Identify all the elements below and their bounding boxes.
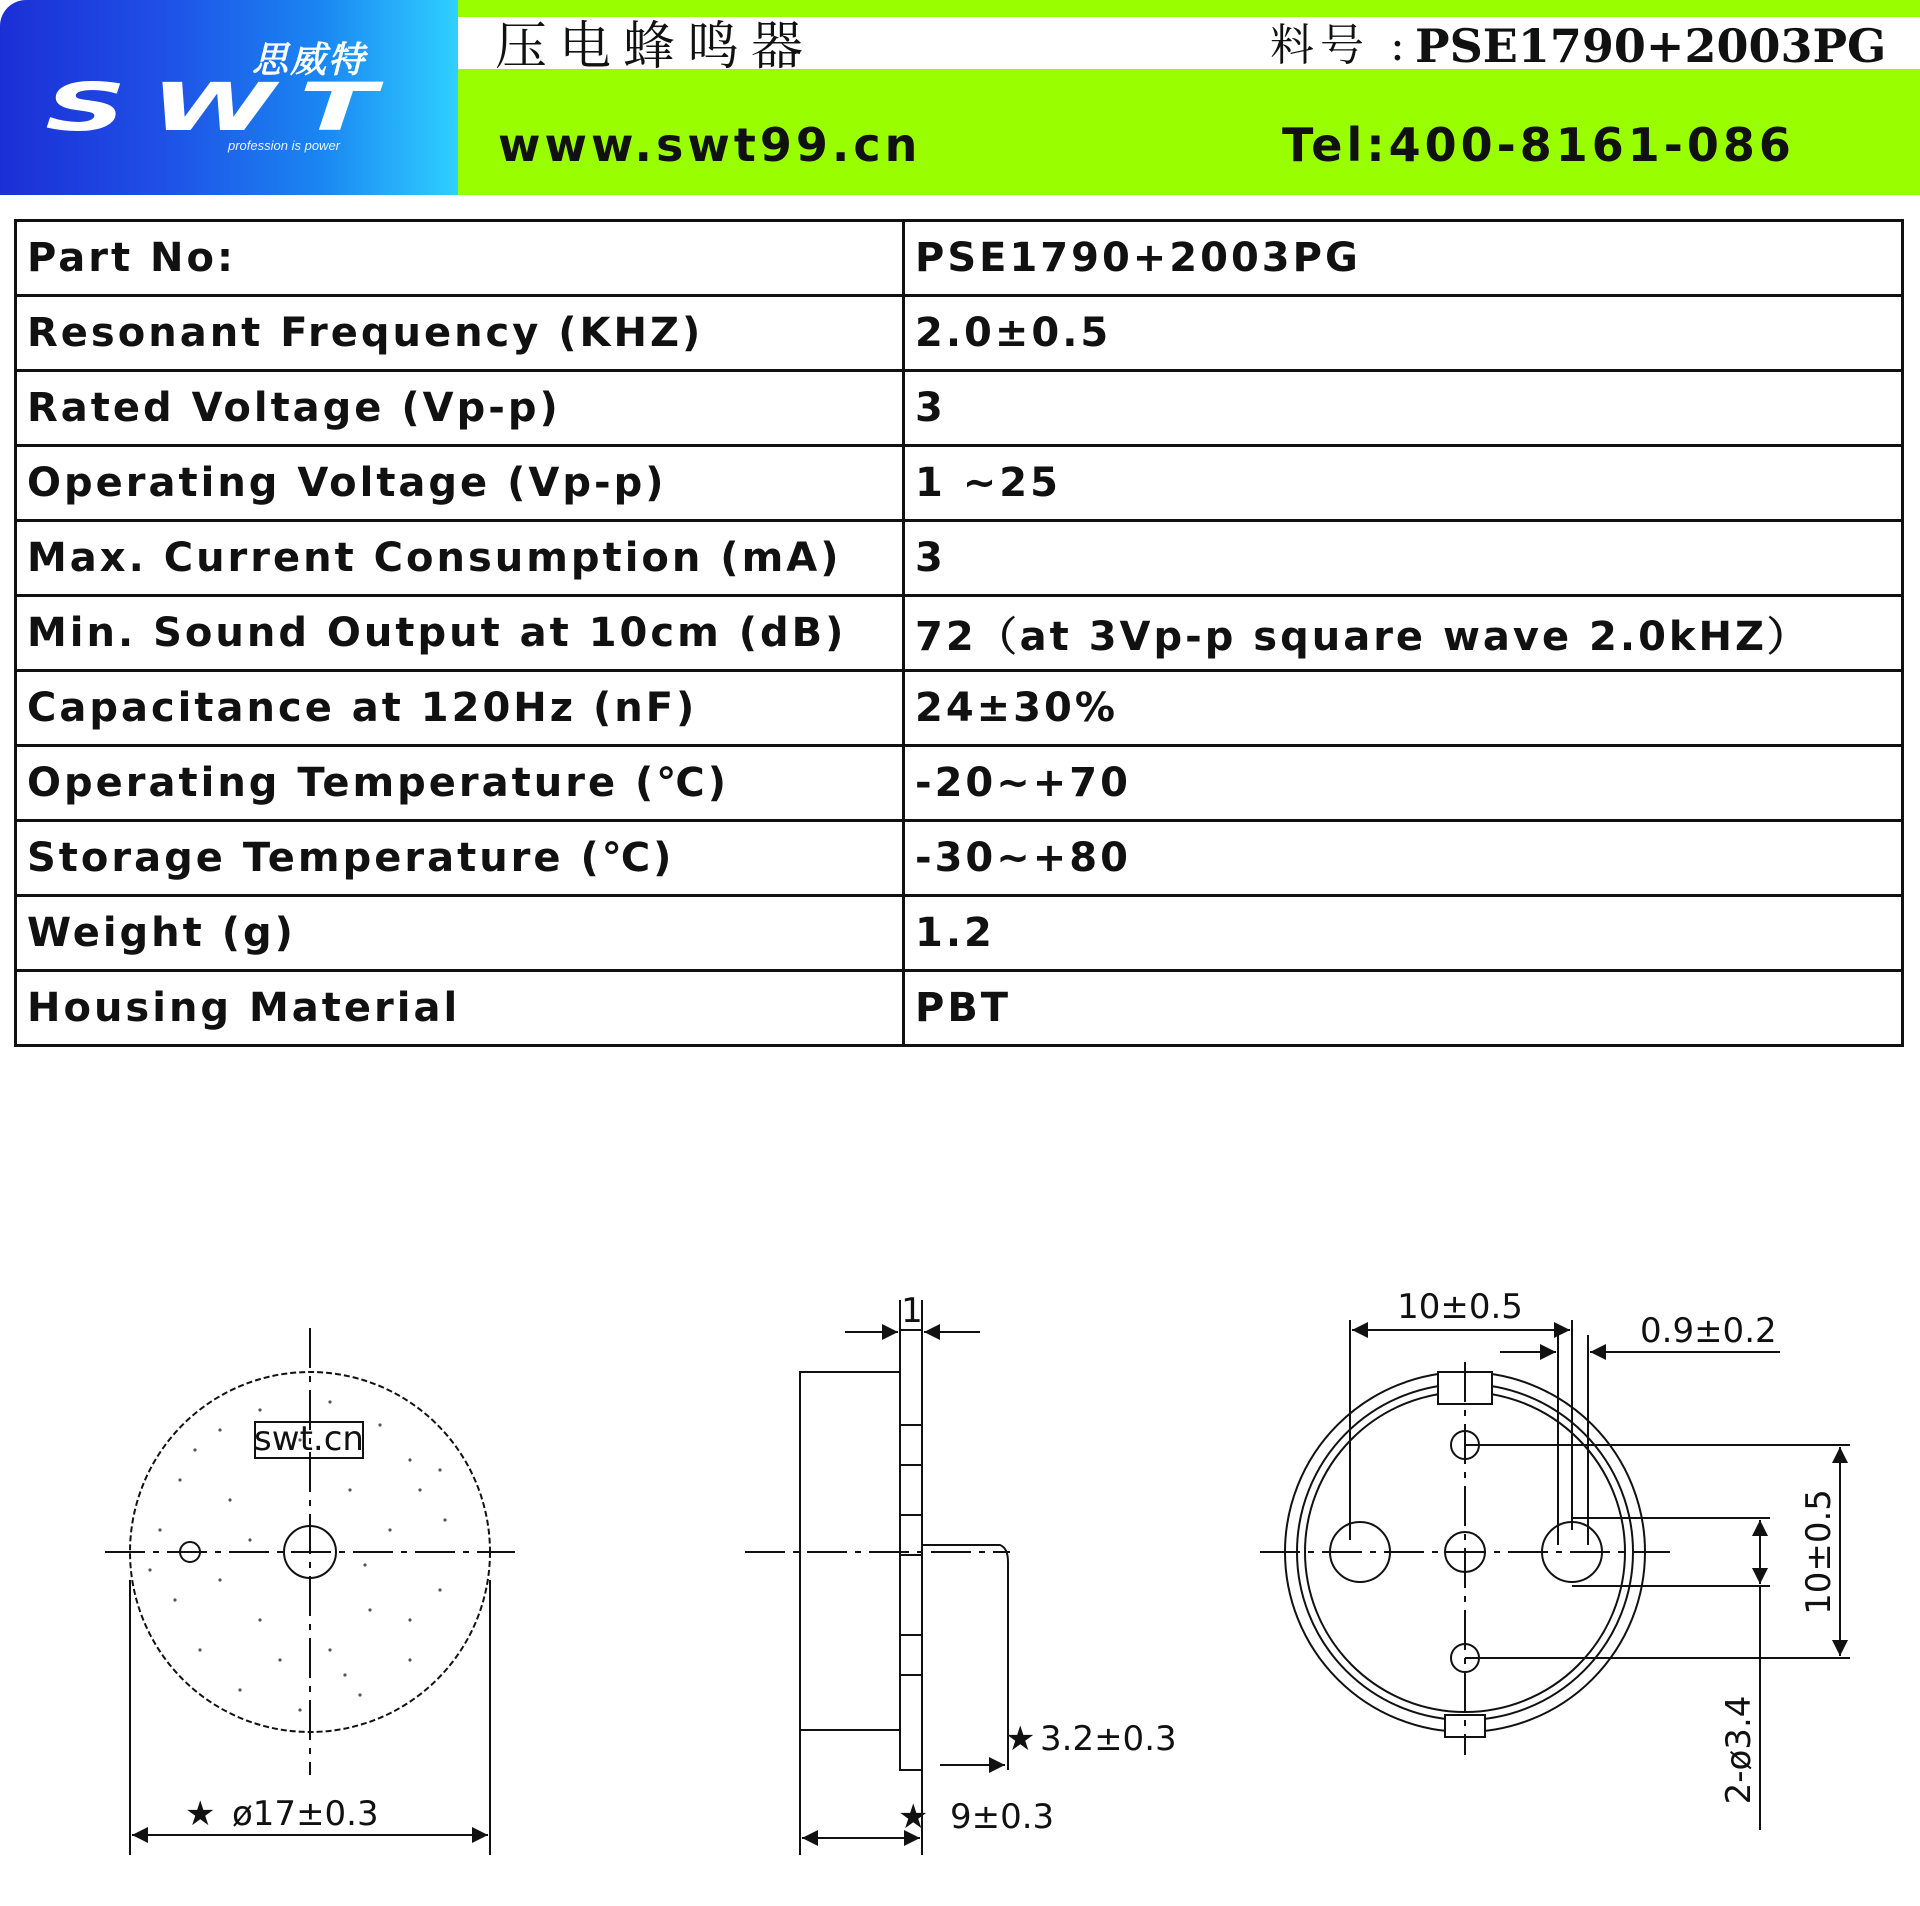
rear-pin-width-dim: 0.9±0.2: [1640, 1311, 1777, 1351]
side-star-mark-height: ★: [898, 1797, 929, 1837]
spec-label: Operating Voltage (Vp-p): [16, 446, 904, 521]
spec-value: -30~+80: [904, 821, 1903, 896]
rear-pin-spacing-dim: 10±0.5: [1397, 1290, 1523, 1327]
table-row: [16, 371, 1903, 446]
part-number-value: PSE1790+2003PG: [1415, 19, 1887, 73]
rear-holes-dim: 2-ø3.4: [1719, 1695, 1759, 1805]
side-pin-length-dim: 3.2±0.3: [1040, 1719, 1177, 1759]
table-row: [16, 896, 1903, 971]
spec-label: Min. Sound Output at 10cm (dB): [16, 596, 904, 671]
front-view-drawing: [105, 1328, 515, 1855]
rear-vertical-dim: 10±0.5: [1799, 1489, 1839, 1615]
spec-value: 3: [904, 371, 1903, 446]
front-marking-text: swt.cn: [254, 1419, 364, 1459]
side-height-dim: 9±0.3: [950, 1797, 1055, 1837]
table-row: [16, 746, 1903, 821]
rear-view-drawing: [1260, 1290, 1850, 1830]
spec-value: PSE1790+2003PG: [904, 221, 1903, 296]
spec-value: PBT: [904, 971, 1903, 1046]
spec-label: Resonant Frequency (KHZ): [16, 296, 904, 371]
table-row: [16, 821, 1903, 896]
website-link[interactable]: www.swt99.cn: [498, 118, 922, 172]
telephone-number: Tel:400-8161-086: [1282, 118, 1795, 172]
specification-table: [14, 219, 1904, 1047]
spec-value: -20~+70: [904, 746, 1903, 821]
logo-block: [0, 0, 458, 195]
part-number-label: 料号 :: [1270, 20, 1411, 71]
spec-value: 3: [904, 521, 1903, 596]
brand-chinese-name: 思威特: [252, 39, 367, 81]
table-row: [16, 596, 1903, 671]
side-pin: [922, 1545, 1008, 1730]
spec-label: Housing Material: [16, 971, 904, 1046]
product-title: 压电蜂鸣器: [495, 17, 816, 77]
table-row: [16, 446, 1903, 521]
spec-value: 1 ~25: [904, 446, 1903, 521]
spec-label: Rated Voltage (Vp-p): [16, 371, 904, 446]
table-row: [16, 521, 1903, 596]
spec-label: Storage Temperature (℃): [16, 821, 904, 896]
front-star-mark: ★: [185, 1794, 216, 1834]
brand-logo-text: SWT: [45, 78, 400, 138]
spec-value: 1.2: [904, 896, 1903, 971]
header: [0, 0, 1920, 195]
table-row: [16, 671, 1903, 746]
spec-label: Max. Current Consumption (mA): [16, 521, 904, 596]
table-row: [16, 971, 1903, 1046]
side-view-drawing: [745, 1291, 1177, 1855]
table-row: [16, 221, 1903, 296]
spec-label: Weight (g): [16, 896, 904, 971]
brand-tagline: profession is power: [228, 138, 340, 153]
side-thickness-dim: 1: [901, 1291, 923, 1331]
spec-value: 2.0±0.5: [904, 296, 1903, 371]
spec-value: 24±30%: [904, 671, 1903, 746]
spec-value: 72（at 3Vp-p square wave 2.0kHZ）: [904, 596, 1903, 671]
swt-logo-icon: [45, 78, 405, 138]
side-star-mark-pin: ★: [1005, 1719, 1036, 1759]
front-diameter-dim: ø17±0.3: [232, 1794, 379, 1834]
spec-label: Capacitance at 120Hz (nF): [16, 671, 904, 746]
technical-drawings: [0, 1290, 1920, 1890]
side-face-plate: [900, 1330, 922, 1770]
spec-label: Part No:: [16, 221, 904, 296]
spec-label: Operating Temperature (℃): [16, 746, 904, 821]
table-row: [16, 296, 1903, 371]
